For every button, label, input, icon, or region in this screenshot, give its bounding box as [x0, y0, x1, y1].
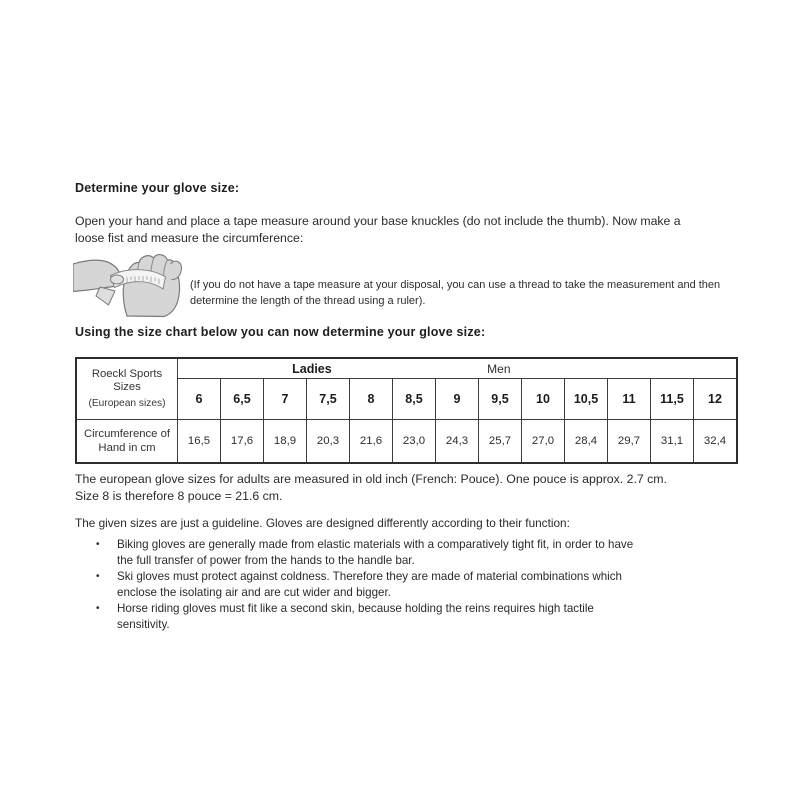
size-cell: 11 [608, 379, 651, 420]
list-item-text: Ski gloves must protect against coldness. Therefore they are made of material combinations which enclose the isolating air and are cut wider and bigger. [117, 570, 623, 599]
circumference-row-label: Circumference of Hand in cm [76, 420, 178, 464]
list-item-ski-gloves [96, 569, 716, 601]
circumference-cell: 28,4 [565, 420, 608, 464]
pouce-explanation-paragraph: The european glove sizes for adults are measured in old inch (French: Pouce). One pouce is approx. 2.7 cm. Size 8 is therefore 8 pouce = 21.6 cm. [75, 472, 667, 503]
size-cell: 7 [264, 379, 307, 420]
section-heading-size-chart: Using the size chart below you can now determine your glove size: [75, 325, 486, 339]
thumb-shape [171, 261, 182, 279]
corner-sublabel: (European sizes) [88, 397, 166, 409]
circumference-cell: 23,0 [393, 420, 436, 464]
ladies-group-label: Ladies [292, 361, 332, 376]
men-group-label: Men [487, 361, 511, 376]
size-cell: 6,5 [221, 379, 264, 420]
circumference-cell: 32,4 [694, 420, 738, 464]
intro-paragraph: Open your hand and place a tape measure around your base knuckles (do not include the thumb). Now make a loose fist and measure the circumference: [75, 214, 681, 245]
size-cell: 6 [178, 379, 221, 420]
list-item-text: Horse riding gloves must fit like a second skin, because holding the reins requires high tactile sensitivity. [117, 602, 594, 631]
circumference-cell: 21,6 [350, 420, 393, 464]
circumference-cell: 29,7 [608, 420, 651, 464]
list-item-text: Biking gloves are generally made from elastic materials with a comparatively tight fit, in order to have the full transfer of power from the hands to the handle bar. [117, 538, 634, 567]
guideline-paragraph: The given sizes are just a guideline. Gloves are designed differently according to their function: [75, 516, 570, 530]
size-cell: 10 [522, 379, 565, 420]
circumference-cell: 24,3 [436, 420, 479, 464]
circumference-cell: 31,1 [651, 420, 694, 464]
gender-group-cell [178, 358, 738, 379]
circumference-cell: 27,0 [522, 420, 565, 464]
size-cell: 12 [694, 379, 738, 420]
glove-size-table [75, 357, 738, 464]
circumference-cell: 18,9 [264, 420, 307, 464]
size-cell: 10,5 [565, 379, 608, 420]
bullet-icon: • [96, 539, 100, 550]
size-cell: 7,5 [307, 379, 350, 420]
size-cell: 8 [350, 379, 393, 420]
table-corner-cell [76, 358, 178, 420]
circumference-cell: 20,3 [307, 420, 350, 464]
list-item-biking-gloves [96, 537, 716, 569]
circumference-cell: 25,7 [479, 420, 522, 464]
tape-alternative-note: (If you do not have a tape measure at your disposal, you can use a thread to take the measurement and then determine the length of the thread using a ruler). [190, 279, 721, 307]
group-header-row [76, 358, 737, 379]
bullet-icon: • [96, 571, 100, 582]
corner-label: Roeckl Sports Sizes [91, 367, 163, 394]
tape-end-shape [96, 287, 115, 305]
section-heading-determine-size: Determine your glove size: [75, 181, 240, 195]
circumference-cell: 17,6 [221, 420, 264, 464]
pinching-thumb-shape [111, 275, 124, 284]
bullet-icon: • [96, 603, 100, 614]
size-cell: 11,5 [651, 379, 694, 420]
size-cell: 8,5 [393, 379, 436, 420]
list-item-horse-riding-gloves [96, 601, 716, 633]
hand-tape-measure-illustration [73, 249, 187, 321]
size-cell: 9 [436, 379, 479, 420]
circumference-cell: 16,5 [178, 420, 221, 464]
size-cell: 9,5 [479, 379, 522, 420]
glove-function-list [96, 537, 716, 633]
size-chart-table-container [75, 357, 738, 464]
circumference-row [76, 420, 737, 464]
